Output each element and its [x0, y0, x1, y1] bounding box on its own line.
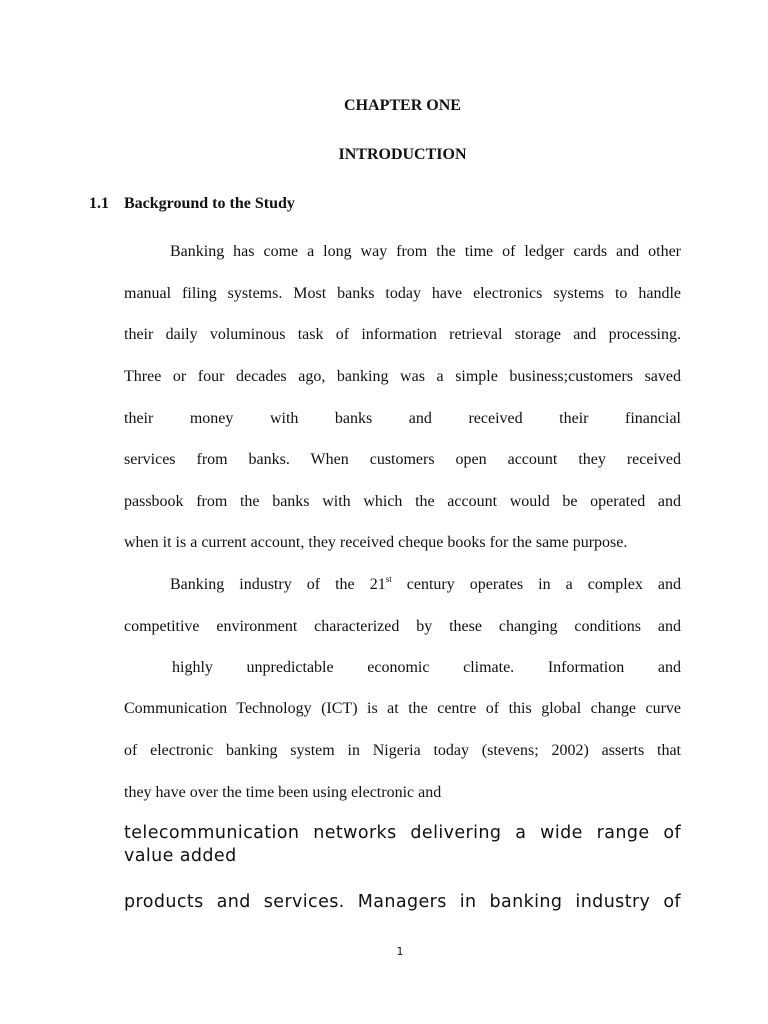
chapter-subtitle: INTRODUCTION: [338, 146, 467, 163]
paragraph-line: Banking has come a long way from the time of ledger cards and other: [170, 243, 681, 260]
paragraph-line: of electronic banking system in Nigeria today (stevens; 2002) asserts that: [124, 742, 681, 759]
line-text: century operates in a complex and: [391, 576, 681, 593]
paragraph-line: value added: [124, 846, 237, 866]
paragraph-line: highly unpredictable economic climate. Information and: [172, 659, 681, 676]
paragraph-line: they have over the time been using electronic and: [124, 784, 442, 801]
paragraph-line: passbook from the banks with which the account would be operated and: [124, 493, 681, 510]
page-number: 1: [396, 945, 404, 958]
paragraph-line: competitive environment characterized by these changing conditions and: [124, 618, 681, 635]
paragraph-line: manual filing systems. Most banks today have electronics systems to handle: [124, 285, 681, 302]
section-heading: [89, 194, 295, 214]
ordinal-superscript: st: [385, 574, 392, 584]
paragraph-line: Communication Technology (ICT) is at the centre of this global change curve: [124, 700, 681, 717]
paragraph-line: their daily voluminous task of information retrieval storage and processing.: [124, 326, 681, 343]
line-text: Banking industry of the 21: [170, 576, 386, 593]
section-number: 1.1: [89, 195, 109, 212]
section-title: Background to the Study: [124, 195, 295, 212]
paragraph-line: [124, 575, 681, 595]
paragraph-line: their money with banks and received their financial: [124, 410, 681, 427]
paragraph-line: products and services. Managers in banking industry of: [124, 892, 681, 912]
paragraph-line: Three or four decades ago, banking was a simple business;customers saved: [124, 368, 681, 385]
chapter-title: CHAPTER ONE: [344, 97, 461, 114]
paragraph-line: when it is a current account, they received cheque books for the same purpose.: [124, 534, 628, 551]
paragraph-line: services from banks. When customers open account they received: [124, 451, 681, 468]
paragraph-line: telecommunication networks delivering a wide range of: [124, 823, 681, 843]
